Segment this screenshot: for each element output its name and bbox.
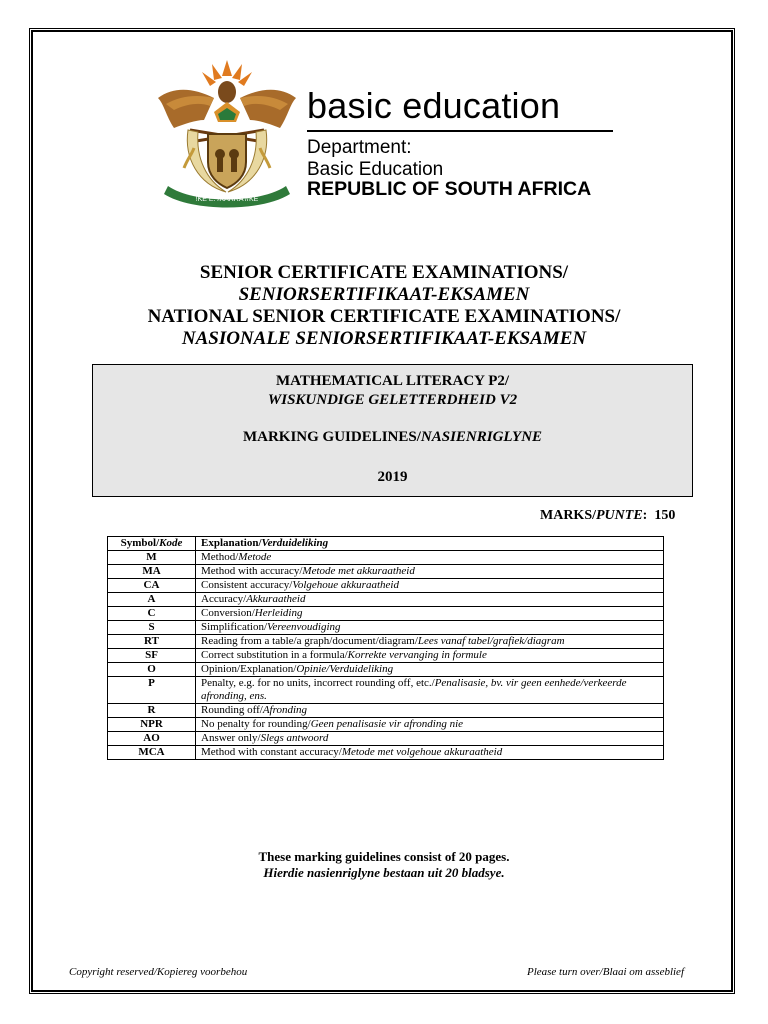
symbol-code: NPR — [108, 718, 196, 732]
explanation-af: Korrekte vervanging in formule — [347, 649, 487, 661]
explanation-af: Metode met akkuraatheid — [302, 565, 415, 577]
brand-country: REPUBLIC OF SOUTH AFRICA — [307, 178, 592, 200]
explanation-af: Akkuraatheid — [246, 593, 306, 605]
header-explanation-af: Verduideliking — [261, 537, 329, 549]
coat-of-arms-icon — [144, 58, 310, 208]
explanation-en: Opinion/Explanation/ — [201, 663, 297, 675]
table-row — [108, 663, 664, 677]
left-wing — [158, 90, 214, 128]
symbol-explanation — [196, 677, 664, 704]
explanation-en: Rounding off/ — [201, 704, 263, 716]
explanation-en: Answer only/ — [201, 732, 261, 744]
title-sc-af: SENIORSERTIFIKAAT-EKSAMEN — [238, 284, 530, 305]
subject-af: WISKUNDIGE GELETTERDHEID V2 — [267, 392, 518, 408]
subject-en: MATHEMATICAL LITERACY P2/ — [275, 373, 510, 389]
subject-box — [92, 364, 693, 497]
explanation-af: Afronding — [262, 704, 308, 716]
guidelines-af: NASIENRIGLYNE — [420, 429, 543, 445]
explanation-en: Penalty, e.g. for no units, incorrect rounding off, etc./ — [201, 677, 435, 689]
table-header-row — [108, 537, 664, 551]
page-count-af: Hierdie nasienriglyne bestaan uit 20 bladsye. — [263, 865, 505, 880]
symbol-explanation — [196, 621, 664, 635]
brand-department-name: Basic Education — [307, 159, 444, 180]
symbol-code: RT — [108, 635, 196, 649]
header-explanation — [196, 537, 664, 551]
explanation-af: Geen penalisasie vir afronding nie — [310, 718, 464, 730]
symbol-code: AO — [108, 732, 196, 746]
brand-divider — [307, 130, 613, 132]
explanation-en: Method with accuracy/ — [201, 565, 303, 577]
explanation-af: Metode met volgehoue akkuraatheid — [341, 746, 503, 758]
explanation-af: Metode — [238, 551, 272, 563]
marks-label-en: MARKS/ — [540, 508, 596, 523]
explanation-en: Simplification/ — [201, 621, 267, 633]
page-count-note — [33, 849, 735, 881]
symbol-code: O — [108, 663, 196, 677]
explanation-af: Volgehoue akkuraatheid — [292, 579, 399, 591]
symbol-explanation — [196, 746, 664, 760]
symbol-code: S — [108, 621, 196, 635]
table-row — [108, 621, 664, 635]
symbol-code: SF — [108, 649, 196, 663]
symbol-explanation — [196, 635, 664, 649]
shield — [208, 134, 246, 188]
title-sc-en: SENIOR CERTIFICATE EXAMINATIONS/ — [199, 262, 569, 283]
symbol-code: R — [108, 704, 196, 718]
page-count-en: These marking guidelines consist of 20 pages. — [258, 849, 510, 864]
explanation-af: Lees vanaf tabel/grafiek/diagram — [417, 635, 565, 647]
symbol-explanation — [196, 649, 664, 663]
symbol-explanation — [196, 593, 664, 607]
symbol-explanation — [196, 718, 664, 732]
header-explanation-en: Explanation/ — [201, 537, 262, 549]
guidelines-title — [93, 429, 692, 446]
explanation-af: Slegs antwoord — [260, 732, 329, 744]
header-symbol-af: Kode — [159, 537, 183, 549]
header-symbol-en: Symbol/ — [120, 537, 160, 549]
guidelines-en: MARKING GUIDELINES/ — [242, 429, 421, 445]
right-wing — [240, 90, 296, 128]
symbol-code: CA — [108, 579, 196, 593]
symbol-code: MA — [108, 565, 196, 579]
table-row — [108, 635, 664, 649]
motto-text: !KE E: /XARRA //KE — [195, 196, 259, 203]
explanation-en: Correct substitution in a formula/ — [201, 649, 348, 661]
table-row — [108, 677, 664, 704]
symbol-code: P — [108, 677, 196, 704]
symbol-table — [107, 536, 664, 760]
footer-turn-over: Please turn over/Blaai om asseblief — [526, 966, 684, 978]
explanation-en: Conversion/ — [201, 607, 255, 619]
symbol-explanation — [196, 565, 664, 579]
table-row — [108, 551, 664, 565]
explanation-af: Herleiding — [254, 607, 303, 619]
marks-value: 150 — [654, 508, 676, 523]
explanation-en: Consistent accuracy/ — [201, 579, 293, 591]
exam-year: 2019 — [377, 469, 408, 485]
explanation-en: Method with constant accuracy/ — [201, 746, 342, 758]
exam-titles — [33, 262, 735, 350]
explanation-af: Penalisasie, bv. vir geen eenhede/verkeerde afronding, ens. — [201, 677, 627, 702]
total-marks — [540, 508, 675, 524]
symbol-code: MCA — [108, 746, 196, 760]
title-nsc-af: NASIONALE SENIORSERTIFIKAAT-EKSAMEN — [181, 328, 587, 349]
table-row — [108, 579, 664, 593]
table-row — [108, 704, 664, 718]
table-row — [108, 607, 664, 621]
symbol-explanation — [196, 551, 664, 565]
table-row — [108, 732, 664, 746]
title-nsc-en: NATIONAL SENIOR CERTIFICATE EXAMINATIONS/ — [147, 306, 621, 327]
table-row — [108, 593, 664, 607]
explanation-af: Vereenvoudiging — [267, 621, 341, 633]
marks-separator: : — [642, 508, 648, 523]
symbol-code: M — [108, 551, 196, 565]
symbol-explanation — [196, 704, 664, 718]
footer-copyright: Copyright reserved/Kopiereg voorbehou — [69, 966, 248, 978]
symbol-explanation — [196, 607, 664, 621]
table-row — [108, 718, 664, 732]
table-row — [108, 565, 664, 579]
brand-title: basic education — [307, 85, 561, 126]
header-symbol — [108, 537, 196, 551]
symbol-explanation — [196, 663, 664, 677]
explanation-en: Accuracy/ — [201, 593, 247, 605]
brand-department-label: Department: — [307, 137, 412, 158]
explanation-en: Reading from a table/a graph/document/diagram/ — [201, 635, 418, 647]
symbol-code: C — [108, 607, 196, 621]
symbol-explanation — [196, 732, 664, 746]
explanation-en: Method/ — [201, 551, 239, 563]
table-row — [108, 746, 664, 760]
explanation-en: No penalty for rounding/ — [201, 718, 311, 730]
explanation-af: Opinie/Verduideliking — [296, 663, 394, 675]
table-row — [108, 649, 664, 663]
marks-label-af: PUNTE — [596, 508, 643, 523]
symbol-explanation — [196, 579, 664, 593]
symbol-code: A — [108, 593, 196, 607]
